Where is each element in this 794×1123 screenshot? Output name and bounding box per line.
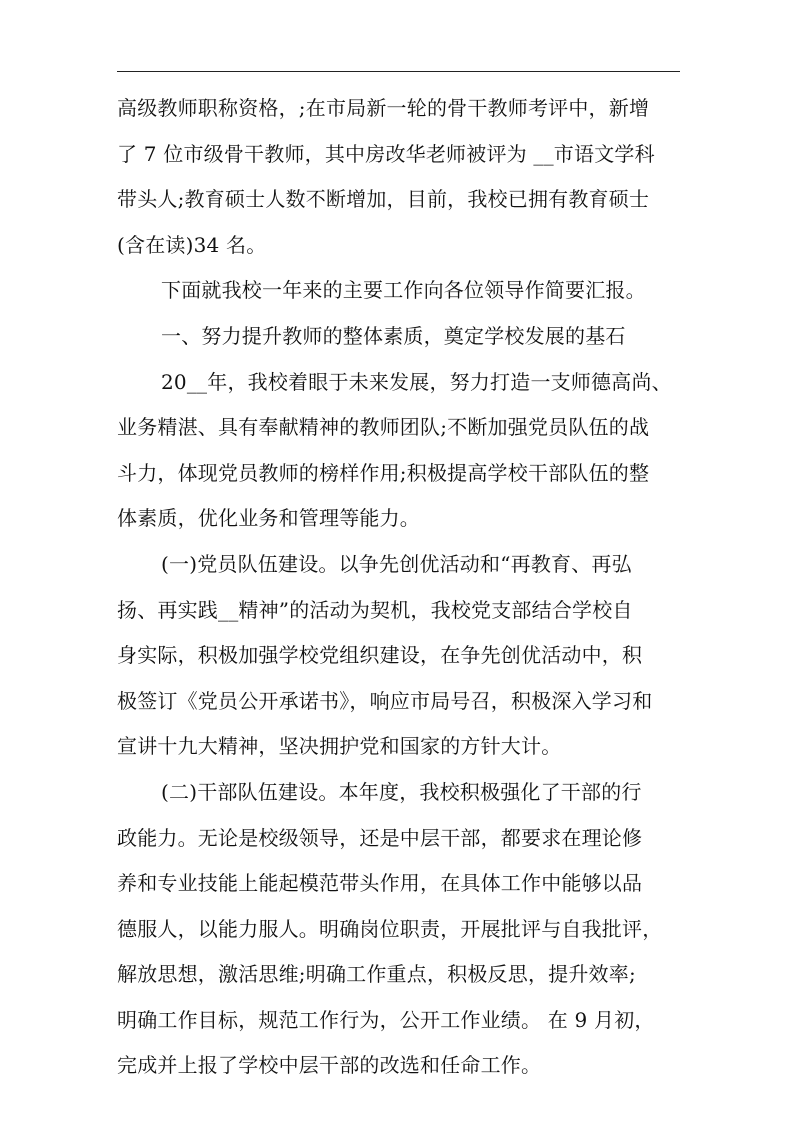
- text-line: (含在读)34 名。: [117, 232, 267, 257]
- text-line: 极签订《党员公开承诺书》，响应市局号召，积极深入学习和: [117, 688, 653, 713]
- text-line: 身实际，积极加强学校党组织建设，在争先创优活动中，积: [117, 643, 643, 668]
- text-line: 政能力。无论是校级领导，还是中层干部，都要求在理论修: [117, 825, 643, 850]
- text-line: 高级教师职称资格，;在市局新一轮的骨干教师考评中，新增: [117, 96, 650, 120]
- header-rule: [117, 71, 680, 72]
- text-line: 扬、再实践__精神”的活动为契机，我校党支部结合学校自: [117, 597, 633, 622]
- text-line: 一、努力提升教师的整体素质，奠定学校发展的基石: [161, 323, 626, 348]
- text-line: 体素质，优化业务和管理等能力。: [117, 506, 420, 531]
- text-line: 德服人，以能力服人。明确岗位职责，开展批评与自我批评，: [117, 916, 663, 941]
- text-line: (二)干部队伍建设。本年度，我校积极强化了干部的行: [161, 779, 642, 804]
- text-line: 养和专业技能上能起模范带头作用，在具体工作中能够以品: [117, 871, 643, 896]
- text-line: 完成并上报了学校中层干部的改选和任命工作。: [117, 1053, 542, 1078]
- text-line: (一)党员队伍建设。以争先创优活动和“再教育、再弘: [161, 551, 632, 576]
- text-line: 明确工作目标，规范工作行为，公开工作业绩。 在 9 月初，: [117, 1007, 655, 1032]
- text-line: 斗力，体现党员教师的榜样作用;积极提高学校干部队伍的整: [117, 460, 650, 485]
- document-body: [117, 86, 680, 1089]
- text-line: 带头人;教育硕士人数不断增加，目前，我校已拥有教育硕士: [117, 187, 650, 212]
- text-line: 20__年，我校着眼于未来发展，努力打造一支师德高尚、: [161, 369, 672, 394]
- text-line: 业务精湛、具有奉献精神的教师团队;不断加强党员队伍的战: [117, 415, 650, 440]
- text-line: 了 7 位市级骨干教师，其中房改华老师被评为 __市语文学科: [117, 141, 655, 166]
- text-line: 下面就我校一年来的主要工作向各位领导作简要汇报。: [161, 278, 646, 303]
- text-line: 宣讲十九大精神，坚决拥护党和国家的方针大计。: [117, 734, 562, 759]
- text-line: 解放思想，激活思维;明确工作重点，积极反思，提升效率;: [117, 962, 636, 987]
